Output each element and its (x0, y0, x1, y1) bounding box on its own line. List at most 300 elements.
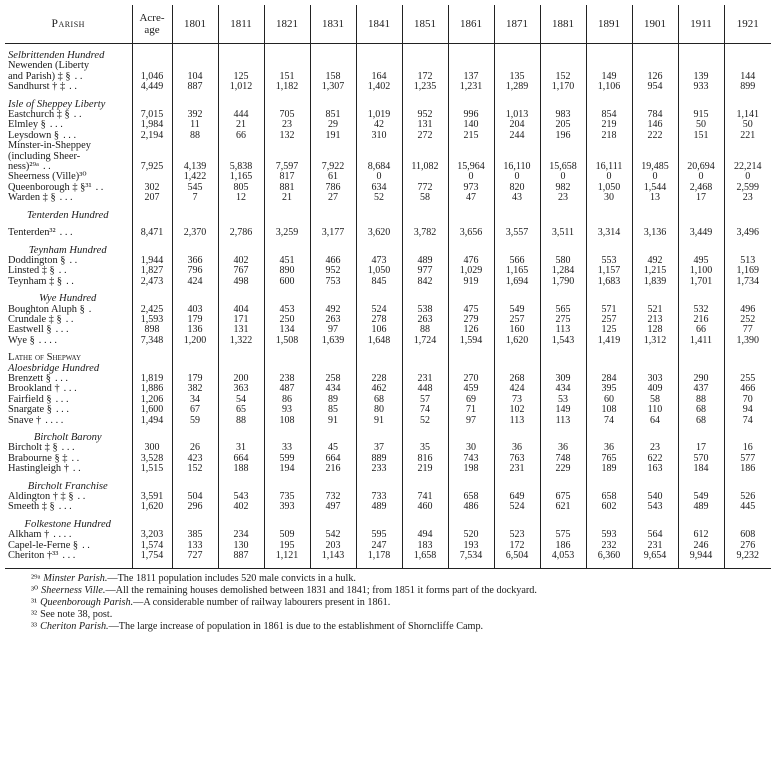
population-cell: 664 (218, 454, 264, 464)
spacer-cell (356, 44, 402, 52)
spacer-cell (448, 475, 494, 482)
population-cell: 524 (356, 305, 402, 315)
spacer-cell (678, 426, 724, 433)
population-cell: 45 (310, 443, 356, 453)
population-cell: 60 (586, 395, 632, 405)
leader-dots: . . (73, 109, 82, 121)
empty-cell (586, 294, 632, 304)
population-cell: 158 (310, 72, 356, 82)
spacer-cell (402, 475, 448, 482)
population-cell: 466 (310, 256, 356, 266)
header-year: 1811 (218, 5, 264, 44)
population-cell: 1,701 (678, 277, 724, 287)
spacer-cell (402, 239, 448, 246)
population-cell: 952 (310, 266, 356, 276)
population-cell: 198 (448, 464, 494, 474)
acreage-cell: 1,754 (132, 551, 172, 561)
population-cell: 459 (448, 384, 494, 394)
empty-cell (132, 51, 172, 61)
spacer-cell (310, 93, 356, 100)
population-cell: 97 (448, 416, 494, 426)
header-year: 1901 (632, 5, 678, 44)
spacer-row (5, 287, 771, 294)
population-cell: 545 (172, 183, 218, 193)
population-cell: 0 (678, 172, 724, 182)
population-cell: 489 (356, 502, 402, 512)
spacer-cell (678, 93, 724, 100)
acreage-cell: 1,620 (132, 502, 172, 512)
population-cell: 35 (402, 443, 448, 453)
population-cell (724, 141, 771, 151)
empty-cell (448, 353, 494, 363)
population-cell: 128 (632, 325, 678, 335)
population-cell: 77 (724, 325, 771, 335)
population-cell: 451 (264, 256, 310, 266)
spacer-cell (264, 561, 310, 569)
spacer-cell (586, 93, 632, 100)
spacer-cell (218, 513, 264, 520)
population-cell: 732 (310, 492, 356, 502)
leader-dots: . . (72, 463, 81, 475)
population-cell (678, 141, 724, 151)
spacer-cell (586, 239, 632, 246)
spacer-cell (724, 93, 771, 100)
spacer-cell (402, 44, 448, 52)
spacer-cell (132, 346, 172, 353)
population-cell: 215 (448, 131, 494, 141)
header-year: 1921 (724, 5, 771, 44)
empty-cell (586, 51, 632, 61)
population-cell: 2,370 (172, 228, 218, 238)
population-cell: 952 (402, 110, 448, 120)
population-cell: 0 (540, 172, 586, 182)
spacer-cell (494, 204, 540, 211)
parish-name (5, 502, 132, 512)
population-cell: 705 (264, 110, 310, 120)
population-cell: 805 (218, 183, 264, 193)
population-cell: 108 (264, 416, 310, 426)
spacer-cell (218, 44, 264, 52)
population-cell: 0 (448, 172, 494, 182)
acreage-cell: 7,925 (132, 162, 172, 172)
parish-name (5, 82, 132, 92)
hundred-heading: Wye Hundred (39, 293, 97, 305)
parish-label: Brookland † (8, 383, 60, 395)
population-cell: 363 (218, 384, 264, 394)
parish-label: Teynham ‡ § (8, 275, 63, 287)
population-cell: 31 (218, 443, 264, 453)
spacer-cell (724, 44, 771, 52)
population-cell: 1,143 (310, 551, 356, 561)
parish-label: Tenterden³² (8, 227, 56, 239)
population-cell: 1,200 (172, 336, 218, 346)
population-cell: 434 (540, 384, 586, 394)
table-row (5, 464, 771, 474)
population-cell: 26 (172, 443, 218, 453)
population-cell (540, 141, 586, 151)
table-row (5, 82, 771, 92)
footnote-mark: ³² (31, 608, 38, 620)
population-cell: 29 (310, 120, 356, 130)
population-cell: 279 (448, 315, 494, 325)
spacer-cell (402, 93, 448, 100)
population-cell: 231 (402, 374, 448, 384)
spacer-cell (678, 287, 724, 294)
empty-cell (678, 51, 724, 61)
population-cell: 179 (172, 374, 218, 384)
empty-cell (310, 51, 356, 61)
parish-label: and Parish) ‡ § (8, 70, 71, 82)
population-cell: 30 (586, 193, 632, 203)
spacer-cell (218, 239, 264, 246)
parish-label: Sandhurst † ‡ (8, 81, 66, 93)
spacer-cell (494, 44, 540, 52)
population-cell: 151 (678, 131, 724, 141)
population-cell: 88 (218, 416, 264, 426)
population-cell: 66 (678, 325, 724, 335)
spacer-cell (448, 287, 494, 294)
population-cell: 21 (264, 193, 310, 203)
spacer-cell (494, 287, 540, 294)
population-cell: 126 (448, 325, 494, 335)
population-cell: 193 (448, 541, 494, 551)
population-cell: 104 (172, 72, 218, 82)
population-cell: 495 (678, 256, 724, 266)
population-cell: 94 (724, 405, 771, 415)
population-cell: 140 (448, 120, 494, 130)
leader-dots: . . . (55, 393, 69, 405)
header-year: 1911 (678, 5, 724, 44)
population-cell: 3,656 (448, 228, 494, 238)
population-cell: 257 (586, 315, 632, 325)
empty-cell (356, 294, 402, 304)
population-cell: 851 (310, 110, 356, 120)
population-cell: 68 (678, 405, 724, 415)
population-cell: 1,307 (310, 82, 356, 92)
population-cell: 741 (402, 492, 448, 502)
spacer-row (5, 561, 771, 569)
population-cell: 577 (724, 454, 771, 464)
population-cell: 6,504 (494, 551, 540, 561)
spacer-cell (586, 346, 632, 353)
parish-label: Elmley § (8, 119, 46, 131)
leader-dots: . . . (62, 550, 76, 562)
population-cell: 20,694 (678, 162, 724, 172)
spacer-cell (724, 513, 771, 520)
population-cell: 85 (310, 405, 356, 415)
population-cell: 1,165 (494, 266, 540, 276)
empty-cell (448, 211, 494, 221)
population-cell: 521 (632, 305, 678, 315)
population-cell: 2,786 (218, 228, 264, 238)
spacer-cell (540, 346, 586, 353)
parish-label: Eastchurch ‡ § (8, 109, 70, 121)
leader-dots: . . (71, 452, 80, 464)
population-cell: 42 (356, 120, 402, 130)
population-cell: 887 (172, 82, 218, 92)
spacer-cell (632, 204, 678, 211)
population-cell: 608 (724, 530, 771, 540)
hundred-heading: Aloesbridge Hundred (8, 362, 100, 374)
spacer-cell (448, 426, 494, 433)
header-year: 1861 (448, 5, 494, 44)
parish-label: Fairfield § (8, 393, 52, 405)
population-cell: 27 (310, 193, 356, 203)
population-cell (218, 141, 264, 151)
spacer-cell (132, 513, 172, 520)
population-cell: 763 (494, 454, 540, 464)
population-cell: 523 (494, 530, 540, 540)
population-cell: 453 (264, 305, 310, 315)
population-cell: 1,029 (448, 266, 494, 276)
population-cell: 160 (494, 325, 540, 335)
table-row (5, 336, 771, 346)
population-cell: 1,544 (632, 183, 678, 193)
parish-label: Snargate § (8, 404, 52, 416)
population-cell: 278 (356, 315, 402, 325)
spacer-cell (494, 426, 540, 433)
population-cell: 33 (264, 443, 310, 453)
population-cell: 1,734 (724, 277, 771, 287)
spacer-cell (724, 561, 771, 569)
population-cell: 842 (402, 277, 448, 287)
population-cell: 509 (264, 530, 310, 540)
population-cell: 65 (218, 405, 264, 415)
empty-cell (494, 353, 540, 363)
population-cell: 15,964 (448, 162, 494, 172)
population-cell: 954 (632, 82, 678, 92)
leader-dots: . . (74, 70, 83, 82)
spacer-cell (132, 204, 172, 211)
spacer-cell (540, 561, 586, 569)
acreage-cell: 3,528 (132, 454, 172, 464)
population-cell: 727 (172, 551, 218, 561)
population-cell: 1,182 (264, 82, 310, 92)
empty-cell (494, 294, 540, 304)
empty-cell (132, 294, 172, 304)
parish-name (5, 416, 132, 426)
population-cell: 1,215 (632, 266, 678, 276)
spacer-cell (172, 93, 218, 100)
acreage-cell: 1,046 (132, 72, 172, 82)
population-cell: 97 (310, 325, 356, 335)
population-cell: 1,839 (632, 277, 678, 287)
population-cell: 86 (264, 395, 310, 405)
hundred-heading: Teynham Hundred (28, 244, 107, 256)
empty-cell (310, 353, 356, 363)
spacer-cell (678, 346, 724, 353)
footnote-title: Minster Parish. (43, 573, 108, 585)
population-cell: 996 (448, 110, 494, 120)
footnote-title: Sheerness Ville. (41, 585, 106, 597)
acreage-cell: 4,449 (132, 82, 172, 92)
population-cell: 3,259 (264, 228, 310, 238)
leader-dots: . . (69, 81, 77, 93)
spacer-row (5, 93, 771, 100)
population-cell: 393 (264, 502, 310, 512)
spacer-cell (724, 346, 771, 353)
population-cell: 595 (356, 530, 402, 540)
table-row (5, 141, 771, 151)
spacer-cell (586, 513, 632, 520)
population-cell: 132 (264, 131, 310, 141)
spacer-cell (218, 426, 264, 433)
hundred-heading: Bircholt Barony (33, 432, 102, 443)
header-year: 1841 (356, 5, 402, 44)
footnote (31, 621, 721, 633)
population-cell: 204 (494, 120, 540, 130)
population-cell: 816 (402, 454, 448, 464)
population-cell: 1,322 (218, 336, 264, 346)
population-cell: 66 (218, 131, 264, 141)
population-cell: 448 (402, 384, 448, 394)
spacer-cell (264, 204, 310, 211)
parish-label: Linsted ‡ § (8, 265, 55, 277)
lathe-heading-row (5, 353, 771, 363)
population-cell: 133 (172, 541, 218, 551)
population-cell: 658 (448, 492, 494, 502)
population-cell: 310 (356, 131, 402, 141)
empty-cell (172, 51, 218, 61)
acreage-cell: 8,471 (132, 228, 172, 238)
spacer-cell (310, 426, 356, 433)
population-cell: 437 (678, 384, 724, 394)
table-row (5, 502, 771, 512)
population-cell: 1,100 (678, 266, 724, 276)
population-cell: 130 (218, 541, 264, 551)
population-cell: 5,838 (218, 162, 264, 172)
parish-label: Minster-in-Sheppey (8, 140, 91, 152)
population-cell: 268 (494, 374, 540, 384)
population-cell: 164 (356, 72, 402, 82)
empty-cell (540, 211, 586, 221)
spacer-cell (540, 239, 586, 246)
population-cell: 489 (402, 256, 448, 266)
spacer-cell (448, 513, 494, 520)
spacer-cell (632, 475, 678, 482)
footnote-text: See note 38, post. (40, 608, 113, 620)
population-cell: 163 (632, 464, 678, 474)
spacer-cell (310, 561, 356, 569)
population-cell: 131 (402, 120, 448, 130)
population-cell (356, 141, 402, 151)
population-cell: 16,111 (586, 162, 632, 172)
population-cell: 231 (632, 541, 678, 551)
population-cell: 753 (310, 277, 356, 287)
population-cell: 820 (494, 183, 540, 193)
population-cell: 403 (172, 305, 218, 315)
population-cell: 1,012 (218, 82, 264, 92)
population-cell: 34 (172, 395, 218, 405)
spacer-cell (356, 287, 402, 294)
population-cell: 67 (172, 405, 218, 415)
population-cell: 1,178 (356, 551, 402, 561)
spacer-cell (172, 513, 218, 520)
population-cell: 599 (264, 454, 310, 464)
population-cell: 64 (632, 416, 678, 426)
population-cell: 7,597 (264, 162, 310, 172)
population-cell: 71 (448, 405, 494, 415)
population-cell: 890 (264, 266, 310, 276)
population-cell: 247 (356, 541, 402, 551)
table-row (5, 277, 771, 287)
population-cell: 3,496 (724, 228, 771, 238)
population-cell: 735 (264, 492, 310, 502)
spacer-cell (218, 204, 264, 211)
population-cell: 234 (218, 530, 264, 540)
population-cell: 658 (586, 492, 632, 502)
population-cell: 184 (678, 464, 724, 474)
spacer-cell (356, 346, 402, 353)
empty-cell (402, 211, 448, 221)
population-cell: 1,157 (586, 266, 632, 276)
population-cell: 23 (264, 120, 310, 130)
hundred-heading-row (5, 211, 771, 221)
parish-name (5, 193, 132, 203)
population-cell: 0 (724, 172, 771, 182)
population-cell: 53 (540, 395, 586, 405)
population-cell: 524 (494, 502, 540, 512)
spacer-cell (678, 44, 724, 52)
population-cell: 91 (356, 416, 402, 426)
population-cell: 149 (540, 405, 586, 415)
spacer-cell (540, 426, 586, 433)
spacer-cell (310, 44, 356, 52)
empty-cell (402, 353, 448, 363)
population-cell: 492 (310, 305, 356, 315)
footnote-mark: ³⁰ (31, 585, 39, 597)
population-cell: 137 (448, 72, 494, 82)
population-cell: 1,050 (586, 183, 632, 193)
spacer-cell (724, 287, 771, 294)
acreage-cell: 3,591 (132, 492, 172, 502)
population-cell: 200 (218, 374, 264, 384)
population-cell: 15,658 (540, 162, 586, 172)
spacer-cell (448, 44, 494, 52)
empty-cell (586, 211, 632, 221)
population-cell: 3,177 (310, 228, 356, 238)
population-cell: 540 (632, 492, 678, 502)
population-cell: 183 (402, 541, 448, 551)
population-cell: 125 (218, 72, 264, 82)
population-cell: 263 (310, 315, 356, 325)
population-cell: 191 (310, 131, 356, 141)
spacer-cell (632, 44, 678, 52)
empty-cell (402, 51, 448, 61)
population-cell: 16,110 (494, 162, 540, 172)
population-cell: 553 (586, 256, 632, 266)
population-cell: 1,121 (264, 551, 310, 561)
population-cell: 257 (494, 315, 540, 325)
empty-cell (678, 211, 724, 221)
population-cell: 460 (402, 502, 448, 512)
spacer-cell (218, 346, 264, 353)
population-cell: 196 (540, 131, 586, 141)
population-cell: 424 (172, 277, 218, 287)
population-cell: 113 (494, 416, 540, 426)
empty-cell (172, 211, 218, 221)
population-cell: 1,402 (356, 82, 402, 92)
population-cell: 612 (678, 530, 724, 540)
leader-dots: . . (65, 313, 74, 325)
population-cell: 565 (540, 305, 586, 315)
population-cell: 526 (724, 492, 771, 502)
header-parish: Parish (5, 5, 132, 44)
leader-dots: . . . (63, 383, 77, 395)
population-cell: 476 (448, 256, 494, 266)
census-page (5, 5, 762, 632)
population-cell: 8,684 (356, 162, 402, 172)
